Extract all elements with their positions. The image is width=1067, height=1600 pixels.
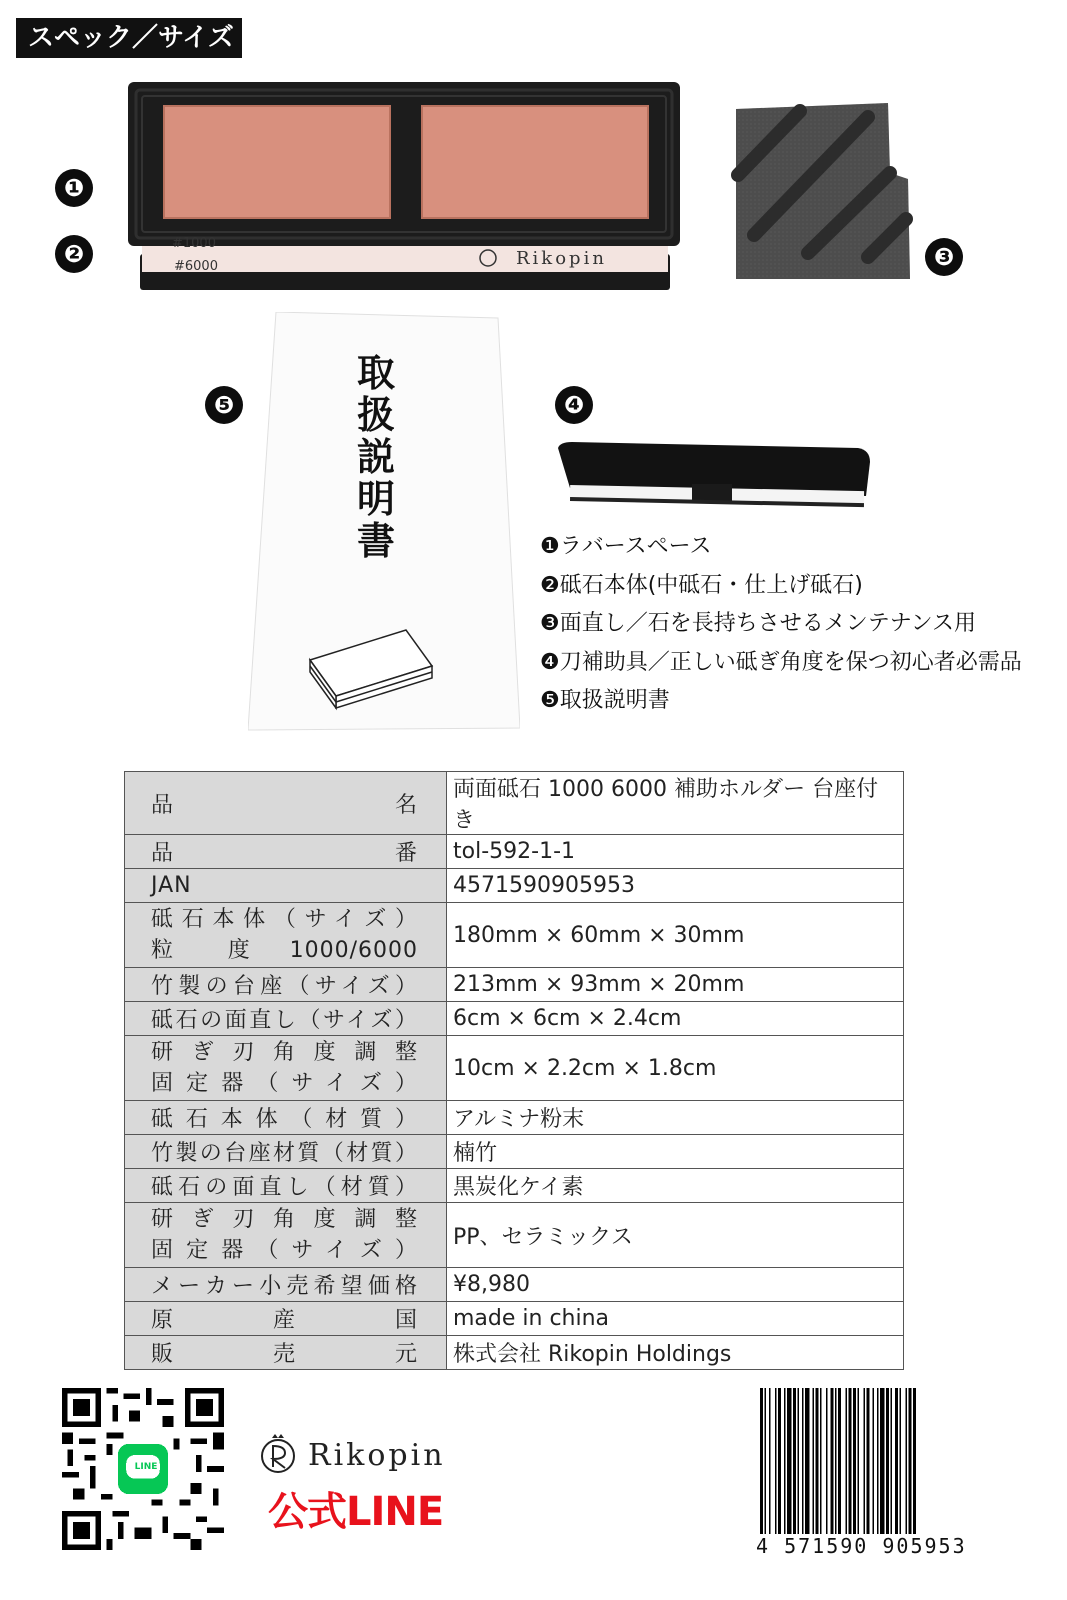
spec-value: 6cm × 6cm × 2.4cm bbox=[447, 1002, 904, 1036]
spec-value: 両面砥石 1000 6000 補助ホルダー 台座付き bbox=[447, 772, 904, 835]
spec-value: 10cm × 2.2cm × 1.8cm bbox=[447, 1036, 904, 1101]
table-row bbox=[125, 968, 904, 1002]
stone-label-bottom: #6000 bbox=[174, 259, 218, 274]
spec-value: PP、セラミックス bbox=[447, 1203, 904, 1268]
parts-legend bbox=[540, 528, 1022, 721]
spec-key: 品名 bbox=[125, 772, 447, 835]
table-row bbox=[125, 869, 904, 903]
spec-key: 砥石の面直し（サイズ） bbox=[125, 1002, 447, 1036]
callout-2: ❷ bbox=[55, 235, 93, 273]
spec-key: 砥石の面直し（材質） bbox=[125, 1169, 447, 1203]
stone-brand: Rikopin bbox=[516, 248, 607, 269]
spec-value: 213mm × 93mm × 20mm bbox=[447, 968, 904, 1002]
page-title: スペック／サイズ bbox=[16, 18, 242, 58]
spec-key-line: 研ぎ刃角度調整 bbox=[151, 1040, 418, 1065]
table-row bbox=[125, 1101, 904, 1135]
spec-value: 黒炭化ケイ素 bbox=[447, 1169, 904, 1203]
spec-key bbox=[125, 1036, 447, 1101]
callout-5: ❺ bbox=[205, 386, 243, 424]
stone-label-top: #1000 bbox=[172, 236, 216, 251]
spec-key-line: 固定器（サイズ） bbox=[151, 1071, 418, 1096]
spec-value: アルミナ粉末 bbox=[447, 1101, 904, 1135]
spec-key: 品番 bbox=[125, 835, 447, 869]
whetstone-image bbox=[128, 82, 688, 292]
table-row bbox=[125, 1036, 904, 1101]
spec-key: 販売元 bbox=[125, 1336, 447, 1370]
brand-name: Rikopin bbox=[308, 1438, 446, 1473]
table-row bbox=[125, 1002, 904, 1036]
spec-value: tol-592-1-1 bbox=[447, 835, 904, 869]
spec-value: 4571590905953 bbox=[447, 869, 904, 903]
spec-key-line: 粒 度 1000/6000 bbox=[151, 938, 418, 963]
spec-key-line: 研ぎ刃角度調整 bbox=[151, 1207, 418, 1232]
table-row bbox=[125, 1203, 904, 1268]
spec-value: 楠竹 bbox=[447, 1135, 904, 1169]
table-row bbox=[125, 1268, 904, 1302]
spec-key bbox=[125, 1203, 447, 1268]
legend-item: ❶ラバースペース bbox=[540, 534, 712, 559]
table-row bbox=[125, 1302, 904, 1336]
qr-line-badge: LINE bbox=[134, 1462, 158, 1472]
spec-value: made in china bbox=[447, 1302, 904, 1336]
callout-4: ❹ bbox=[555, 386, 593, 424]
legend-item: ❷砥石本体(中砥石・仕上げ砥石) bbox=[540, 572, 863, 598]
barcode-number: 4 571590 905953 bbox=[756, 1534, 967, 1558]
barcode-icon bbox=[752, 1388, 982, 1558]
legend-item: ❺取扱説明書 bbox=[540, 688, 670, 713]
spec-key: JAN bbox=[125, 869, 447, 903]
spec-table bbox=[124, 771, 904, 1370]
legend-item: ❸面直し／石を長持ちさせるメンテナンス用 bbox=[540, 611, 976, 636]
spec-value: 180mm × 60mm × 30mm bbox=[447, 903, 904, 968]
table-row bbox=[125, 835, 904, 869]
spec-key: 竹製の台座材質（材質） bbox=[125, 1135, 447, 1169]
callout-1: ❶ bbox=[55, 169, 93, 207]
spec-value: ¥8,980 bbox=[447, 1268, 904, 1302]
spec-key: メーカー小売希望価格 bbox=[125, 1268, 447, 1302]
angle-guide-image bbox=[552, 440, 878, 520]
spec-key: 竹製の台座（サイズ） bbox=[125, 968, 447, 1002]
table-row bbox=[125, 903, 904, 968]
manual-title: 取扱説明書 bbox=[356, 351, 395, 563]
table-row bbox=[125, 1336, 904, 1370]
spec-key: 砥石本体（材質） bbox=[125, 1101, 447, 1135]
table-row bbox=[125, 772, 904, 835]
spec-key-line: 固定器（サイズ） bbox=[151, 1238, 418, 1263]
spec-key-line: 砥石本体（サイズ） bbox=[151, 907, 418, 932]
spec-key: 原産国 bbox=[125, 1302, 447, 1336]
official-line-label[interactable]: 公式LINE bbox=[268, 1489, 444, 1535]
flattening-stone-image bbox=[718, 103, 918, 283]
legend-item: ❹刀補助具／正しい砥ぎ角度を保つ初心者必需品 bbox=[540, 649, 1022, 675]
table-row bbox=[125, 1135, 904, 1169]
table-row bbox=[125, 1169, 904, 1203]
callout-3: ❸ bbox=[925, 238, 963, 276]
spec-key bbox=[125, 903, 447, 968]
spec-value: 株式会社 Rikopin Holdings bbox=[447, 1336, 904, 1370]
rikopin-logo-icon bbox=[258, 1432, 298, 1476]
